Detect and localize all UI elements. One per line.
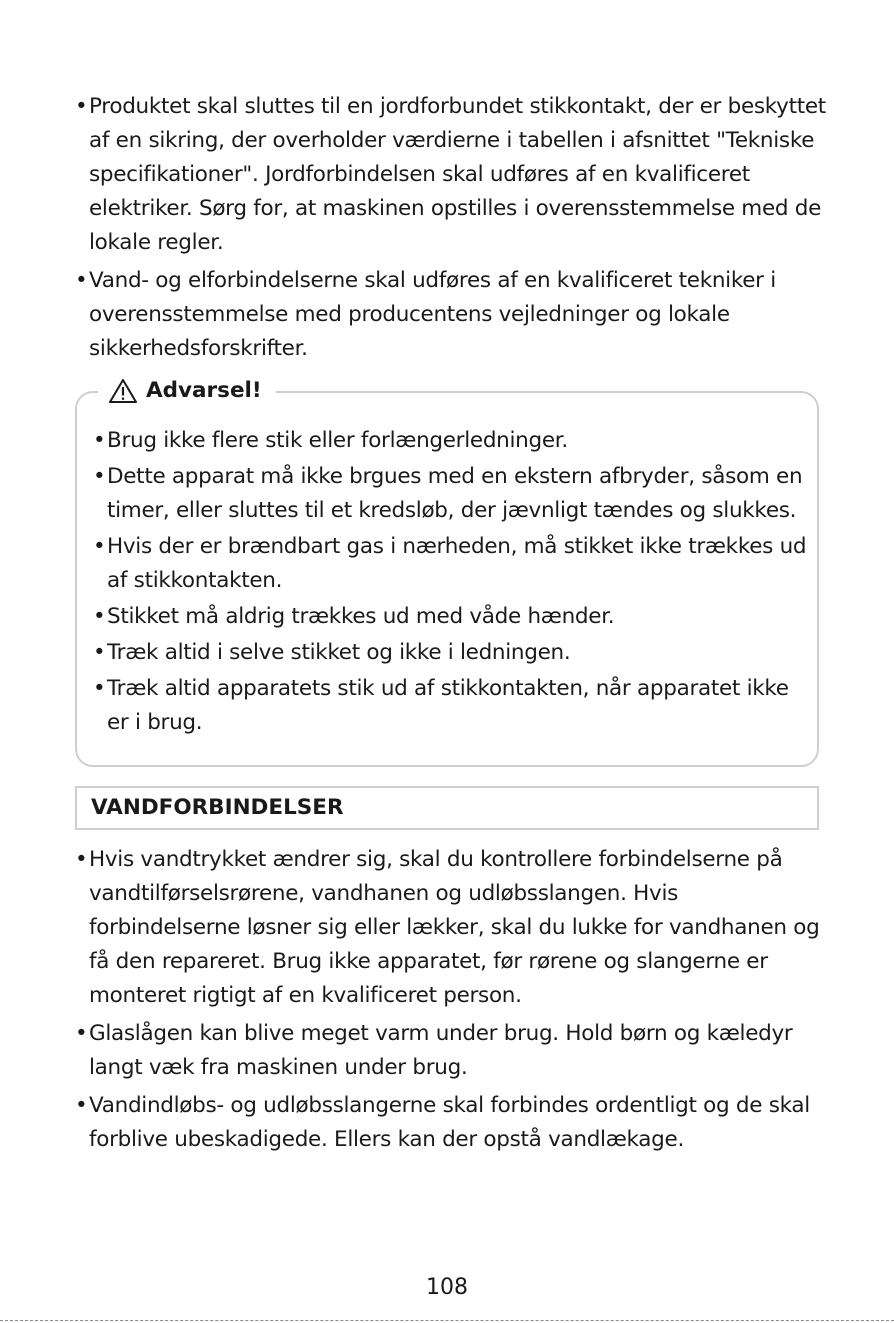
intro-bullet-list	[75, 90, 835, 370]
list-item: • Produktet skal sluttes til en jordforbundet stikkontakt, der er beskyttet af en sikring, der overholder værdierne i tabellen i afsnittet "Tekniske specifikationer". Jordforbindelsen skal udføres af en kvalificeret elektriker. Sørg for, at maskinen opstilles i overensstemmelse med de lokale regler.	[75, 90, 835, 260]
water-connection-bullet-list	[75, 843, 835, 1161]
list-item: • Hvis vandtrykket ændrer sig, skal du kontrollere forbindelserne på vandtilførselsrørene, vandhanen og udløbsslangen. Hvis forbindelserne løsner sig eller lækker, skal du lukke for vandhanen og få den repareret. Brug ikke apparatet, før rørene og slangerne er monteret rigtigt af en kvalificeret person.	[75, 843, 835, 1013]
section-heading: VANDFORBINDELSER	[75, 786, 819, 830]
list-item: • Brug ikke flere stik eller forlængerledninger.	[93, 424, 815, 458]
list-item: • Vandindløbs- og udløbsslangerne skal forbindes ordentligt og de skal forblive ubeskadigede. Ellers kan der opstå vandlækage.	[75, 1089, 835, 1157]
list-item: • Træk altid i selve stikket og ikke i ledningen.	[93, 636, 815, 670]
list-item: • Hvis der er brændbart gas i nærheden, må stikket ikke trækkes ud af stikkontakten.	[93, 530, 815, 598]
warning-bullet-list	[93, 424, 815, 742]
page-bottom-rule	[0, 1320, 894, 1321]
list-item: • Vand- og elforbindelserne skal udføres af en kvalificeret tekniker i overensstemmelse med producentens vejledninger og lokale sikkerhedsforskrifter.	[75, 264, 835, 366]
list-item: • Træk altid apparatets stik ud af stikkontakten, når apparatet ikke er i brug.	[93, 672, 815, 740]
list-item: • Dette apparat må ikke brgues med en ekstern afbryder, såsom en timer, eller sluttes til et kredsløb, der jævnligt tændes og slukkes.	[93, 460, 815, 528]
warning-title: Advarsel!	[146, 378, 262, 403]
list-item: • Stikket må aldrig trækkes ud med våde hænder.	[93, 600, 815, 634]
warning-triangle-icon	[108, 378, 138, 404]
list-item: • Glaslågen kan blive meget varm under brug. Hold børn og kæledyr langt væk fra maskinen under brug.	[75, 1017, 835, 1085]
warning-heading	[98, 376, 276, 406]
page-number: 108	[426, 1275, 468, 1300]
